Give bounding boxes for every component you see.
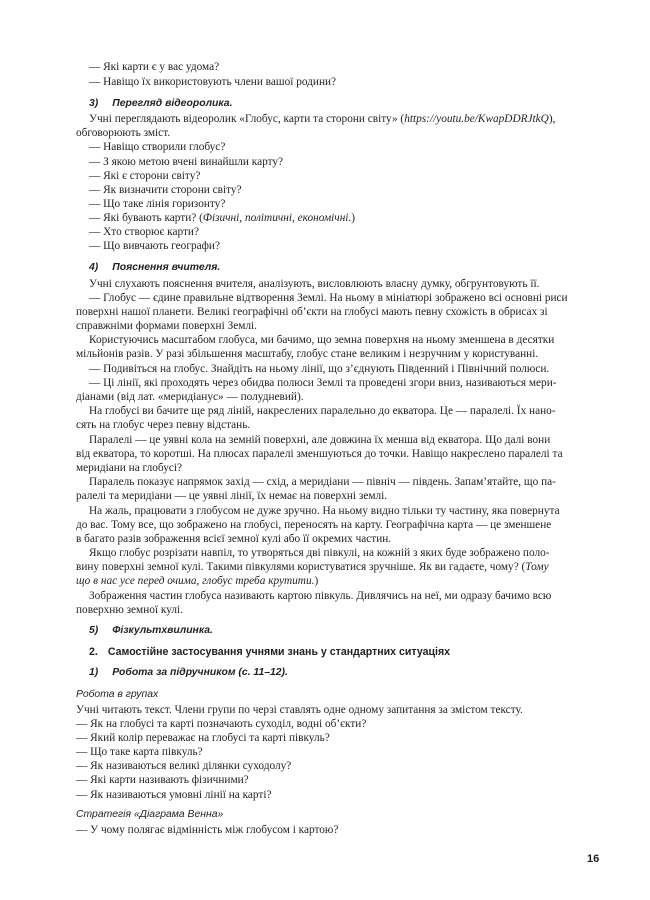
subheading-group-work: Робота в групах xyxy=(76,689,159,700)
paragraph-line: — Ці лінії, які проходять через обидва полюси Землі та проведені згори вниз, називаються мери- xyxy=(89,377,557,389)
video-link[interactable]: https://youtu.be/KwapDDRJtkQ xyxy=(404,113,549,125)
question-line: — З якою метою вчені винайшли карту? xyxy=(89,156,284,168)
question-line: — Які карти називають фізичними? xyxy=(76,774,249,786)
question-line: — Як називаються умовні лінії на карті? xyxy=(76,789,272,801)
paragraph-line: Паралель показує напрямок захід — схід, а меридіани — північ — південь. Запам’ятайте, що па- xyxy=(89,476,556,488)
paragraph-line: ралелі та меридіани — це уявні лінії, їх немає на поверхні землі. xyxy=(76,490,388,502)
paragraph-line: Учні слухають пояснення вчителя, аналізують, висловлюють власну думку, обгрунтовують її. xyxy=(89,278,540,290)
paragraph-line: Зображення частин глобуса називають картою півкуль. Дивлячись на неї, ми одразу бачимо всю xyxy=(89,590,552,602)
paragraph-line: меридіани на глобусі? xyxy=(76,462,183,474)
paragraph-line: — Подивіться на глобус. Знайдіть на ньому лінії, що з’єднують Південний і Північний полюси. xyxy=(89,363,550,375)
question-line: — Що вивчають географи? xyxy=(89,240,220,252)
paragraph-line: Якщо глобус розрізати навпіл, то утворяться дві півкулі, на кожній з яких буде зображено поло- xyxy=(89,547,550,559)
paragraph-line: Учні переглядають відеоролик «Глобус, карти та сторони світу» (https://youtu.be/KwapDDRJtkQ), xyxy=(89,113,556,125)
paragraph-line: від екватора, то коротші. На плюсах паралелі зменшуються до точки. Навіщо накреслено паралелі та xyxy=(76,448,563,460)
question-line: — Які бувають карти? (Фізичні, політичні, економічні.) xyxy=(89,212,356,224)
question-line: — Як на глобусі та карті позначають суходіл, водні об’єкти? xyxy=(76,718,367,730)
paragraph-line: поверхні нашої планети. Великі географічні об’єкти на глобусі мають певну схожість в обрисах зі xyxy=(76,306,548,318)
section-heading-textbook: 1) Робота за підручником (с. 11–12). xyxy=(89,667,288,678)
question-line: — Навіщо створили глобус? xyxy=(89,141,226,153)
question-line: — Як називаються великі ділянки суходолу? xyxy=(76,760,292,772)
paragraph-line: мільйонів разів. У разі збільшення масштабу, глобус стане великим і незручним у користуванні. xyxy=(76,348,539,360)
paragraph-line: Паралелі — це уявні кола на земній поверхні, але довжина їх менша від екватора. Що далі вони xyxy=(89,434,551,446)
paragraph-line: вину поверхні земної кулі. Такими півкулями користуватися зручніше. Як ви гадаєте, чому? (Тому xyxy=(76,561,549,573)
section-heading-video: 3) Перегляд відеоролика. xyxy=(89,98,233,109)
paragraph-line: На глобусі ви бачите ще ряд ліній, накреслених паралельно до екватора. Це — паралелі. Їх нано- xyxy=(89,405,556,417)
paragraph-line: На жаль, працювати з глобусом не дуже зручно. На ньому видно тільки ту частину, яка повернута xyxy=(89,505,560,517)
paragraph-line: Користуючись масштабом глобуса, ми бачимо, що земна поверхня на ньому зменшена в десятки xyxy=(89,334,555,346)
subheading-venn-strategy: Стратегія «Діаграма Венна» xyxy=(76,809,224,820)
paragraph-line: обговорюють зміст. xyxy=(76,127,171,139)
question-line: — Навіщо їх використовують члени вашої родини? xyxy=(89,76,337,88)
section-heading-exercise: 5) Фізкультхвилинка. xyxy=(89,625,213,636)
question-line: — Хто створює карти? xyxy=(89,226,199,238)
paragraph-line: справжніми формами поверхні Землі. xyxy=(76,320,257,332)
paragraph-line: діанами (від лат. «меридіанус» — полудневий). xyxy=(76,391,304,403)
question-line: — Який колір переважає на глобусі та карті півкуль? xyxy=(76,732,330,744)
question-line: — Що таке карта півкуль? xyxy=(76,746,203,758)
question-line: — Як визначити сторони світу? xyxy=(89,184,242,196)
question-line: — Які карти є у вас удома? xyxy=(89,61,220,73)
paragraph-line: сять на глобус через певну відстань. xyxy=(76,419,251,431)
question-line: — Які є сторони світу? xyxy=(89,170,201,182)
section-title: 2. Самостійне застосування учнями знань у стандартних ситуаціях xyxy=(89,646,451,658)
section-heading-explanation: 4) Пояснення вчителя. xyxy=(89,262,221,273)
paragraph-line: до вас. Тому все, що зображено на глобусі, переносять на карту. Географічна карта — це зменшене xyxy=(76,519,552,531)
paragraph-line: в багато разів зображення всієї земної кулі або її окремих частин. xyxy=(76,533,392,545)
paragraph-line: — Глобус — єдине правильне відтворення Землі. На ньому в мініатюрі зображено всі основні риси xyxy=(89,292,568,304)
paragraph-line: поверхню земної кулі. xyxy=(76,604,183,616)
page-number: 16 xyxy=(587,853,600,865)
question-line: — У чому полягає відмінність між глобусом і картою? xyxy=(76,824,339,836)
paragraph-line: що в нас усе перед очима, глобус треба крутити.) xyxy=(76,575,319,587)
question-line: — Що таке лінія горизонту? xyxy=(89,198,226,210)
paragraph-line: Учні читають текст. Члени групи по черзі ставлять одне одному запитання за змістом тексту. xyxy=(76,704,523,716)
